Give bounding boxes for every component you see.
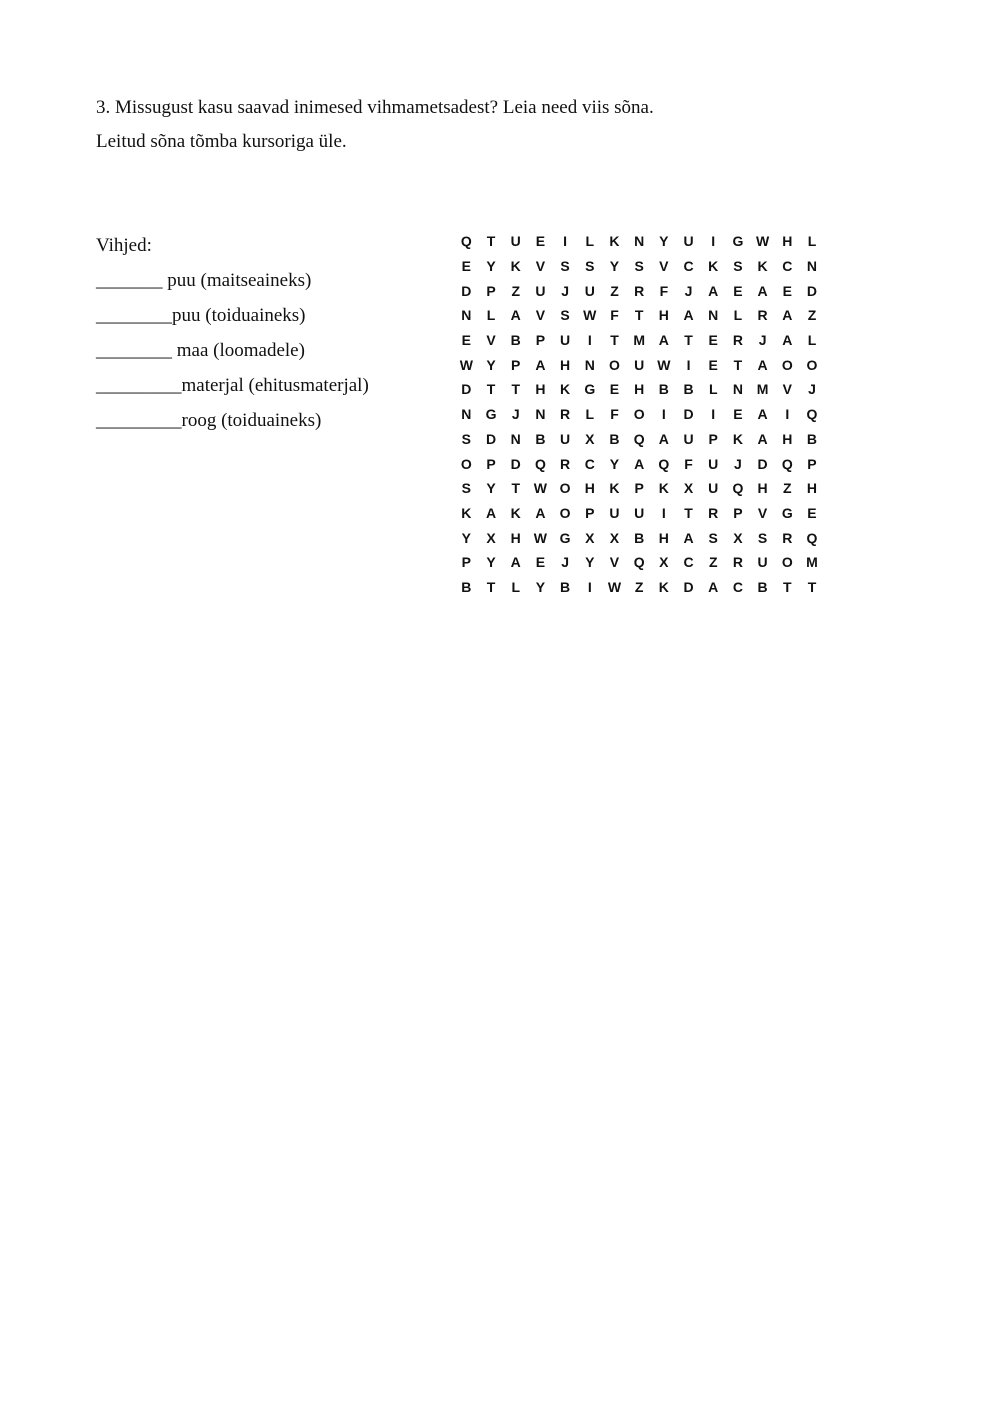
grid-letter[interactable]: R	[560, 406, 571, 423]
grid-letter[interactable]: K	[757, 258, 768, 275]
grid-letter[interactable]: S	[560, 258, 570, 275]
grid-letter[interactable]: H	[757, 480, 768, 497]
grid-letter[interactable]: Q	[460, 233, 472, 250]
grid-letter[interactable]: H	[806, 480, 818, 497]
grid-letter[interactable]: I	[563, 233, 568, 250]
grid-letter[interactable]: U	[535, 282, 546, 299]
grid-letter[interactable]: E	[535, 233, 546, 250]
grid-letter[interactable]: I	[711, 406, 716, 423]
grid-letter[interactable]: R	[732, 332, 743, 349]
grid-letter[interactable]: P	[486, 455, 496, 472]
grid-letter[interactable]: N	[461, 406, 472, 423]
grid-letter[interactable]: A	[683, 529, 694, 546]
grid-letter[interactable]: T	[684, 332, 693, 349]
grid-letter[interactable]: T	[511, 381, 520, 398]
grid-letter[interactable]: R	[757, 307, 768, 324]
grid-letter[interactable]: V	[782, 381, 792, 398]
grid-letter[interactable]: W	[459, 356, 473, 373]
grid-letter[interactable]: T	[486, 233, 496, 250]
hint-item: _________materjal (ehitusmaterjal)	[96, 375, 369, 396]
grid-letter[interactable]: L	[733, 307, 743, 324]
grid-letter[interactable]: X	[585, 529, 595, 546]
hints-title: Vihjed:	[96, 235, 152, 256]
grid-letter[interactable]: B	[658, 381, 669, 398]
grid-letter[interactable]: D	[683, 406, 694, 423]
grid-letter[interactable]: W	[583, 307, 597, 324]
grid-letter[interactable]: F	[659, 282, 669, 299]
grid-letter[interactable]: G	[485, 406, 497, 423]
grid-letter[interactable]: V	[659, 258, 669, 275]
grid-letter[interactable]: L	[708, 381, 718, 398]
grid-letter[interactable]: U	[683, 233, 694, 250]
grid-letter[interactable]: A	[634, 455, 645, 472]
grid-letter[interactable]: H	[782, 233, 793, 250]
grid-letter[interactable]: I	[587, 578, 592, 595]
grid-letter[interactable]: O	[781, 554, 793, 571]
grid-letter[interactable]: J	[684, 282, 693, 299]
grid-letter[interactable]: A	[535, 356, 546, 373]
grid-letter[interactable]: A	[782, 307, 793, 324]
grid-letter[interactable]: E	[733, 406, 743, 423]
grid-letter[interactable]: X	[733, 529, 743, 546]
hints-list	[96, 234, 369, 444]
grid-letter[interactable]: F	[610, 406, 619, 423]
grid-letter[interactable]: A	[757, 282, 768, 299]
grid-letter[interactable]: Z	[634, 578, 644, 595]
grid-letter[interactable]: F	[684, 455, 693, 472]
grid-letter[interactable]: A	[485, 504, 497, 521]
grid-letter[interactable]: O	[460, 455, 472, 472]
grid-letter[interactable]: P	[535, 332, 546, 349]
grid-letter[interactable]: K	[732, 430, 743, 447]
grid-letter[interactable]: Y	[659, 233, 669, 250]
grid-letter[interactable]: Z	[783, 480, 792, 497]
hint-item: ________puu (toiduaineks)	[96, 305, 306, 326]
grid-letter[interactable]: N	[461, 307, 472, 324]
grid-letter[interactable]: T	[634, 307, 644, 324]
grid-letter[interactable]: A	[683, 307, 694, 324]
grid-letter[interactable]: B	[609, 430, 620, 447]
grid-letter[interactable]: O	[806, 356, 818, 373]
grid-letter[interactable]: L	[807, 233, 817, 250]
grid-letter[interactable]: X	[683, 480, 694, 497]
grid-letter[interactable]: Q	[658, 455, 670, 472]
grid-letter[interactable]: O	[559, 480, 571, 497]
grid-letter[interactable]: N	[634, 233, 645, 250]
grid-letter[interactable]: C	[584, 455, 595, 472]
grid-letter[interactable]: H	[560, 356, 571, 373]
grid-letter[interactable]: K	[510, 258, 521, 275]
grid-letter[interactable]: Y	[585, 554, 595, 571]
grid-letter[interactable]: J	[561, 554, 569, 571]
grid-letter[interactable]: B	[634, 529, 645, 546]
grid-letter[interactable]: O	[559, 504, 571, 521]
grid-letter[interactable]: E	[609, 381, 620, 398]
grid-letter[interactable]: B	[510, 332, 521, 349]
grid-letter[interactable]: T	[733, 356, 743, 373]
grid-letter[interactable]: R	[708, 504, 719, 521]
grid-letter[interactable]: Q	[633, 554, 645, 571]
hint-item: _______ puu (maitseaineks)	[96, 270, 312, 291]
question-text: 3. Missugust kasu saavad inimesed vihmametsadest? Leia need viis sõna.	[96, 97, 654, 118]
grid-letter[interactable]: Z	[511, 282, 520, 299]
grid-letter[interactable]: Q	[781, 455, 793, 472]
grid-letter[interactable]: Y	[609, 258, 620, 275]
grid-letter[interactable]: S	[733, 258, 743, 275]
hint-item: _________roog (toiduaineks)	[96, 410, 322, 431]
grid-letter[interactable]: U	[634, 504, 645, 521]
grid-letter[interactable]: U	[609, 504, 620, 521]
word-search-grid[interactable]	[454, 229, 824, 599]
grid-letter[interactable]: B	[535, 430, 546, 447]
grid-letter[interactable]: U	[634, 356, 645, 373]
grid-letter[interactable]: K	[510, 504, 521, 521]
grid-letter[interactable]: P	[634, 480, 644, 497]
grid-letter[interactable]: A	[535, 504, 546, 521]
instruction-text: Leitud sõna tõmba kursoriga üle.	[96, 131, 347, 152]
grid-letter[interactable]: A	[708, 578, 719, 595]
grid-letter[interactable]: R	[732, 554, 743, 571]
grid-letter[interactable]: H	[510, 529, 521, 546]
grid-letter[interactable]: X	[486, 529, 496, 546]
grid-letter[interactable]: P	[511, 356, 521, 373]
grid-letter[interactable]: G	[584, 381, 596, 398]
grid-letter[interactable]: N	[708, 307, 719, 324]
grid-letter[interactable]: S	[560, 307, 570, 324]
grid-letter[interactable]: S	[461, 480, 472, 497]
grid-letter[interactable]: S	[461, 430, 472, 447]
grid-letter[interactable]: K	[461, 504, 472, 521]
grid-letter[interactable]: J	[758, 332, 767, 349]
grid-letter[interactable]: M	[756, 381, 769, 398]
grid-letter[interactable]: S	[757, 529, 768, 546]
grid-letter[interactable]: E	[708, 332, 718, 349]
grid-letter[interactable]: D	[510, 455, 521, 472]
grid-letter[interactable]: H	[782, 430, 793, 447]
grid-letter[interactable]: C	[683, 554, 694, 571]
grid-letter[interactable]: O	[781, 356, 793, 373]
grid-letter[interactable]: A	[757, 356, 768, 373]
grid-letter[interactable]: N	[510, 430, 521, 447]
grid-letter[interactable]: R	[782, 529, 793, 546]
grid-letter[interactable]: E	[535, 554, 546, 571]
grid-letter[interactable]: T	[511, 480, 520, 497]
grid-letter[interactable]: I	[661, 504, 666, 521]
grid-letter[interactable]: V	[757, 504, 768, 521]
grid-letter[interactable]: N	[535, 406, 546, 423]
grid-letter[interactable]: U	[757, 554, 768, 571]
grid-letter[interactable]: T	[610, 332, 619, 349]
grid-letter[interactable]: K	[658, 578, 669, 595]
grid-letter[interactable]: I	[661, 406, 666, 423]
grid-letter[interactable]: Y	[535, 578, 546, 595]
grid-letter[interactable]: M	[806, 554, 818, 571]
grid-letter[interactable]: D	[461, 282, 472, 299]
grid-letter[interactable]: Q	[806, 529, 818, 546]
grid-letter[interactable]: T	[807, 578, 817, 595]
grid-letter[interactable]: N	[584, 356, 595, 373]
grid-letter[interactable]: Z	[807, 307, 817, 324]
grid-letter[interactable]: J	[561, 282, 569, 299]
grid-letter[interactable]: U	[560, 332, 571, 349]
grid-letter[interactable]: G	[732, 233, 744, 250]
grid-letter[interactable]: V	[535, 307, 546, 324]
grid-letter[interactable]: J	[511, 406, 520, 423]
grid-letter[interactable]: U	[683, 430, 694, 447]
grid-letter[interactable]: D	[806, 282, 818, 299]
grid-letter[interactable]: B	[683, 381, 694, 398]
grid-letter[interactable]: Q	[806, 406, 818, 423]
grid-letter[interactable]: U	[510, 233, 521, 250]
grid-letter[interactable]: E	[807, 504, 817, 521]
grid-letter[interactable]: L	[585, 233, 595, 250]
grid-letter[interactable]: A	[757, 406, 768, 423]
grid-letter[interactable]: O	[609, 356, 620, 373]
grid-letter[interactable]: C	[732, 578, 743, 595]
grid-letter[interactable]: Y	[609, 455, 620, 472]
grid-letter[interactable]: K	[708, 258, 719, 275]
grid-letter[interactable]: V	[486, 332, 496, 349]
grid-letter[interactable]: J	[734, 455, 742, 472]
grid-letter[interactable]: X	[609, 529, 620, 546]
grid-letter[interactable]: P	[708, 430, 718, 447]
grid-letter[interactable]: T	[783, 578, 792, 595]
grid-letter[interactable]: P	[733, 504, 743, 521]
grid-letter[interactable]: P	[486, 282, 496, 299]
grid-letter[interactable]: N	[732, 381, 743, 398]
grid-letter[interactable]: L	[585, 406, 595, 423]
grid-letter[interactable]: I	[785, 406, 790, 423]
grid-letter[interactable]: G	[559, 529, 571, 546]
grid-letter[interactable]: A	[658, 332, 669, 349]
grid-letter[interactable]: T	[684, 504, 693, 521]
grid-letter[interactable]: M	[633, 332, 645, 349]
grid-letter[interactable]: H	[658, 307, 669, 324]
grid-letter[interactable]: Y	[486, 554, 496, 571]
grid-letter[interactable]: W	[533, 480, 548, 497]
grid-letter[interactable]: F	[610, 307, 619, 324]
grid-letter[interactable]: K	[609, 233, 620, 250]
grid-letter[interactable]: D	[485, 430, 497, 447]
grid-letter[interactable]: T	[486, 381, 496, 398]
grid-letter[interactable]: K	[609, 480, 620, 497]
grid-letter[interactable]: A	[708, 282, 719, 299]
grid-letter[interactable]: X	[659, 554, 669, 571]
grid-letter[interactable]: Z	[610, 282, 619, 299]
grid-letter[interactable]: T	[486, 578, 496, 595]
grid-letter[interactable]: V	[609, 554, 620, 571]
grid-letter[interactable]: E	[461, 332, 472, 349]
hint-item: ________ maa (loomadele)	[96, 340, 305, 361]
grid-letter[interactable]: I	[686, 356, 691, 373]
grid-letter[interactable]: A	[757, 430, 768, 447]
grid-letter[interactable]: J	[808, 381, 816, 398]
grid-letter[interactable]: B	[461, 578, 472, 595]
grid-letter[interactable]: R	[560, 455, 571, 472]
grid-letter[interactable]: Y	[486, 258, 496, 275]
grid-letter[interactable]: O	[633, 406, 645, 423]
grid-letter[interactable]: D	[757, 455, 768, 472]
grid-letter[interactable]: H	[658, 529, 669, 546]
grid-letter[interactable]: W	[657, 356, 671, 373]
grid-letter[interactable]: E	[782, 282, 792, 299]
grid-letter[interactable]: Q	[534, 455, 546, 472]
grid-letter[interactable]: R	[634, 282, 645, 299]
grid-letter[interactable]: I	[587, 332, 592, 349]
grid-letter[interactable]: B	[806, 430, 818, 447]
grid-letter[interactable]: W	[607, 578, 622, 595]
grid-letter[interactable]: K	[658, 480, 669, 497]
grid-letter[interactable]: L	[807, 332, 817, 349]
grid-letter[interactable]: C	[683, 258, 694, 275]
grid-letter[interactable]: B	[757, 578, 768, 595]
grid-letter[interactable]: A	[510, 554, 521, 571]
grid-letter[interactable]: A	[782, 332, 793, 349]
grid-letter[interactable]: D	[683, 578, 694, 595]
grid-letter[interactable]: A	[658, 430, 669, 447]
grid-letter[interactable]: W	[533, 529, 548, 546]
grid-letter[interactable]: W	[755, 233, 770, 250]
grid-letter[interactable]: X	[585, 430, 595, 447]
grid-letter[interactable]: Y	[486, 356, 496, 373]
grid-letter[interactable]: E	[733, 282, 743, 299]
grid-letter[interactable]: C	[782, 258, 793, 275]
grid-letter[interactable]: D	[461, 381, 472, 398]
grid-letter[interactable]: U	[584, 282, 595, 299]
grid-letter[interactable]: U	[708, 480, 719, 497]
grid-letter[interactable]: P	[807, 455, 817, 472]
grid-letter[interactable]: A	[510, 307, 521, 324]
grid-letter[interactable]: V	[535, 258, 546, 275]
grid-letter[interactable]: S	[708, 529, 718, 546]
grid-letter[interactable]: P	[585, 504, 595, 521]
grid-letter[interactable]: P	[461, 554, 472, 571]
grid-letter[interactable]: Y	[461, 529, 472, 546]
grid-letter[interactable]: Y	[486, 480, 496, 497]
grid-letter[interactable]: B	[560, 578, 571, 595]
grid-letter[interactable]: S	[634, 258, 644, 275]
grid-letter[interactable]: S	[585, 258, 595, 275]
grid-letter[interactable]: H	[535, 381, 546, 398]
grid-letter[interactable]: Q	[732, 480, 744, 497]
grid-letter[interactable]: I	[711, 233, 716, 250]
grid-letter[interactable]: E	[708, 356, 718, 373]
grid-letter[interactable]: L	[511, 578, 520, 595]
grid-letter[interactable]: Z	[708, 554, 718, 571]
grid-letter[interactable]: U	[708, 455, 719, 472]
grid-letter[interactable]: U	[560, 430, 571, 447]
grid-letter[interactable]: E	[461, 258, 472, 275]
grid-letter[interactable]: N	[806, 258, 818, 275]
grid-letter[interactable]: H	[584, 480, 595, 497]
grid-letter[interactable]: L	[486, 307, 496, 324]
grid-letter[interactable]: Q	[633, 430, 645, 447]
grid-letter[interactable]: K	[560, 381, 571, 398]
grid-letter[interactable]: G	[781, 504, 793, 521]
grid-letter[interactable]: H	[634, 381, 645, 398]
